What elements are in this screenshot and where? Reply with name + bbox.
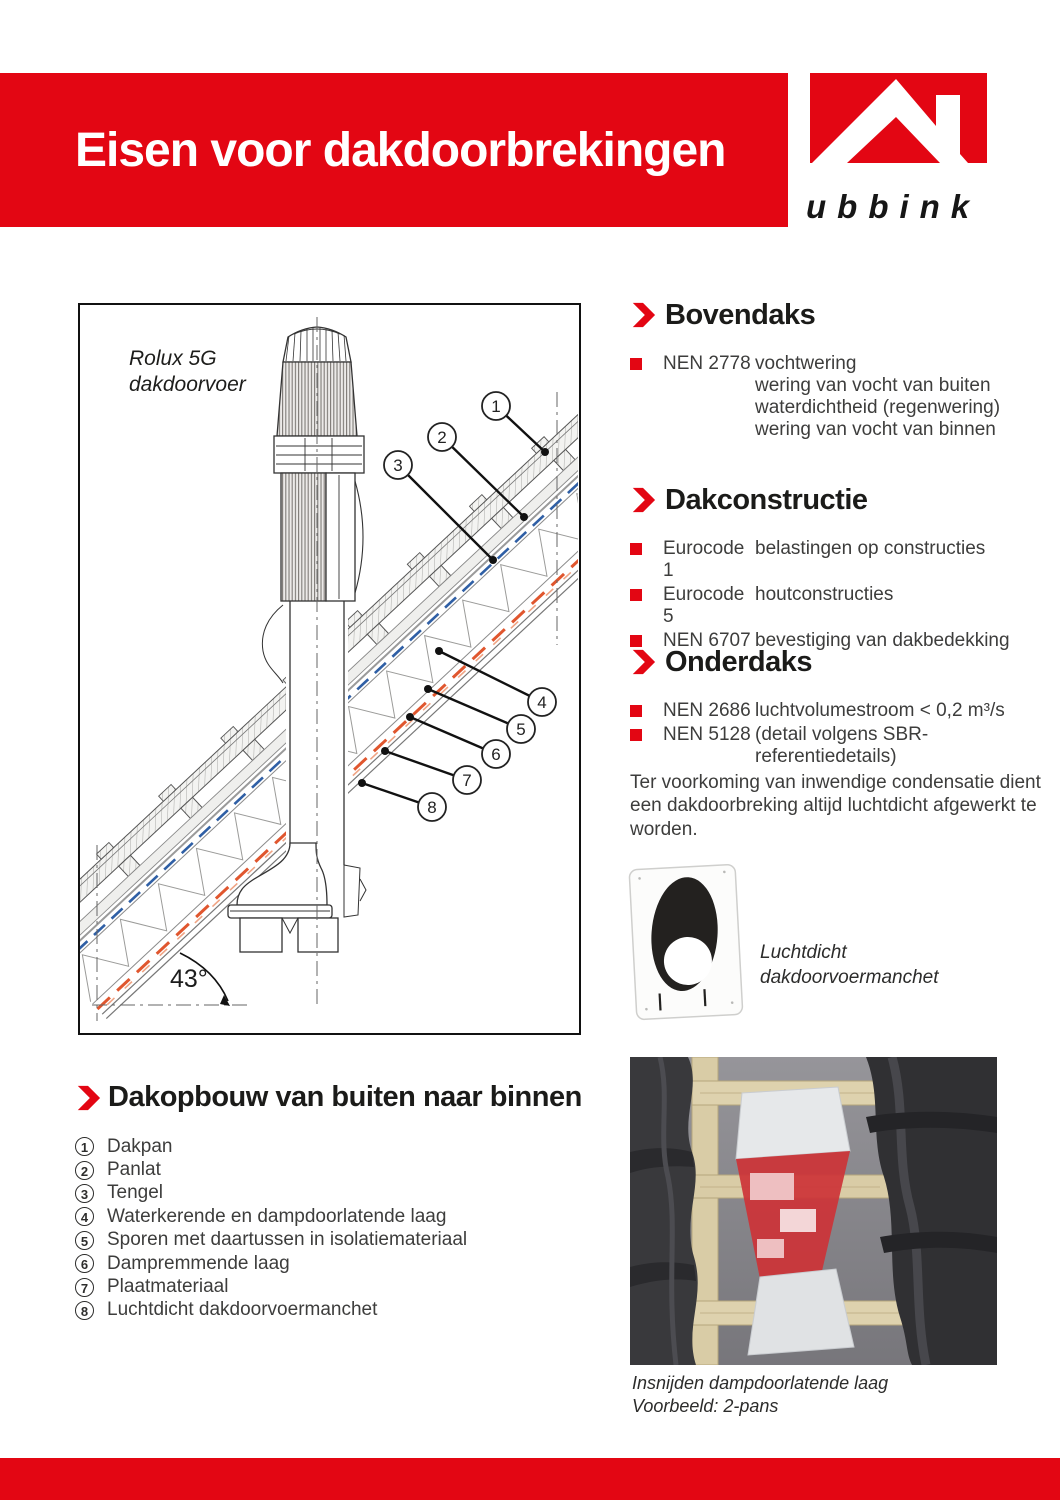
callout-circles	[384, 392, 556, 821]
norm-desc: bevestiging van dakbedekking	[755, 630, 1010, 651]
manchet-illustration	[628, 860, 746, 1026]
norm-code: NEN 2778	[663, 353, 751, 374]
callout-5: 5	[516, 720, 526, 739]
condensation-note: Ter voorkoming van inwendige condensatie dient een dakdoorbreking altijd luchtdicht afgewerkt te worden.	[630, 771, 1041, 840]
list-item	[75, 1229, 575, 1252]
callout-8: 8	[427, 798, 437, 817]
callout-7: 7	[462, 771, 472, 790]
rolux-diagram	[78, 303, 581, 1035]
norm-desc: vochtwering	[755, 353, 857, 374]
norm-row	[630, 724, 1042, 768]
logo-wordmark: ubbink	[806, 188, 981, 225]
norm-code: NEN 6707	[663, 630, 751, 651]
list-item	[75, 1135, 575, 1158]
callout-3: 3	[393, 456, 403, 475]
list-item-label: Dakpan	[107, 1135, 173, 1157]
angle-label: 43°	[170, 965, 208, 993]
list-item	[75, 1275, 575, 1298]
title-banner	[0, 73, 788, 227]
list-item	[75, 1252, 575, 1275]
list-item-label: Dampremmende laag	[107, 1252, 290, 1274]
section-title: Onderdaks	[665, 645, 812, 678]
square-bullet-icon	[630, 589, 642, 601]
list-item	[75, 1158, 575, 1181]
list-item-label: Panlat	[107, 1159, 161, 1181]
callout-4: 4	[537, 693, 547, 712]
norm-desc: referentiedetails)	[755, 745, 897, 767]
list-item-label: Plaatmateriaal	[107, 1276, 229, 1298]
number-circle: 3	[75, 1184, 94, 1203]
square-bullet-icon	[630, 705, 642, 717]
number-circle: 5	[75, 1231, 94, 1250]
norm-code: Eurocode 1	[663, 538, 745, 581]
list-item-label: Luchtdicht dakdoorvoermanchet	[107, 1299, 378, 1321]
callout-6: 6	[491, 745, 501, 764]
square-bullet-icon	[630, 358, 642, 370]
chevron-icon	[75, 1084, 101, 1112]
number-circle: 2	[75, 1161, 94, 1180]
diagram-label-line1: Rolux 5G	[129, 347, 217, 370]
footer-red-bar	[0, 1458, 1060, 1500]
roof-tiles-left	[630, 1057, 698, 1365]
norm-desc: luchtvolumestroom < 0,2 m³/s	[755, 700, 1005, 721]
section-title: Dakopbouw van buiten naar binnen	[108, 1081, 582, 1113]
chevron-icon	[630, 301, 656, 329]
manchet-caption-line2: dakdoorvoermanchet	[760, 967, 939, 988]
norm-desc: waterdichtheid (regenwering)	[755, 397, 1001, 418]
list-item	[75, 1299, 575, 1322]
norm-code: NEN 2686	[663, 700, 751, 721]
list-item-label: Sporen met daartussen in isolatiemateriaal	[107, 1229, 468, 1251]
norm-desc: wering van vocht van buiten	[755, 375, 991, 396]
angle-annotation	[170, 953, 230, 1006]
number-circle: 4	[75, 1207, 94, 1226]
norm-row	[630, 700, 1042, 722]
section-bovendaks	[630, 298, 1042, 443]
number-circle: 8	[75, 1301, 94, 1320]
norm-code: NEN 5128	[663, 723, 751, 745]
photo-caption-line1: Insnijden dampdoorlatende laag	[632, 1373, 889, 1393]
manchet-caption-line1: Luchtdicht	[760, 942, 847, 963]
section-title: Bovendaks	[665, 298, 816, 331]
page-title: Eisen voor dakdoorbrekingen	[75, 123, 726, 177]
norm-desc: belastingen op constructies	[755, 538, 986, 559]
dakopbouw-heading	[75, 1081, 582, 1114]
installation-photo	[630, 1057, 997, 1365]
square-bullet-icon	[630, 729, 642, 741]
section-dakconstructie	[630, 483, 1042, 654]
number-circle: 1	[75, 1137, 94, 1156]
norm-desc: houtconstructies	[755, 584, 894, 605]
chevron-icon	[630, 648, 656, 676]
chevron-icon	[630, 486, 656, 514]
norm-desc: (detail volgens SBR-	[755, 723, 929, 745]
norm-desc: wering van vocht van binnen	[755, 419, 996, 440]
dakopbouw-list	[75, 1135, 575, 1322]
list-item-label: Tengel	[107, 1182, 163, 1204]
section-onderdaks	[630, 645, 1042, 841]
norm-row	[630, 353, 1042, 441]
list-item	[75, 1182, 575, 1205]
photo-caption	[632, 1372, 888, 1418]
square-bullet-icon	[630, 543, 642, 555]
list-item	[75, 1205, 575, 1228]
diagram-label-line2: dakdoorvoer	[129, 373, 246, 396]
ubbink-logo-icon	[810, 73, 987, 163]
manchet-caption	[760, 940, 939, 990]
number-circle: 6	[75, 1254, 94, 1273]
list-item-label: Waterkerende en dampdoorlatende laag	[107, 1205, 447, 1227]
section-title: Dakconstructie	[665, 483, 868, 516]
photo-caption-line2: Voorbeeld: 2-pans	[632, 1396, 779, 1416]
callout-2: 2	[437, 428, 447, 447]
number-circle: 7	[75, 1278, 94, 1297]
norm-row	[630, 584, 1042, 628]
norm-code: Eurocode 5	[663, 584, 745, 627]
callout-1: 1	[491, 397, 501, 416]
norm-row	[630, 538, 1042, 582]
